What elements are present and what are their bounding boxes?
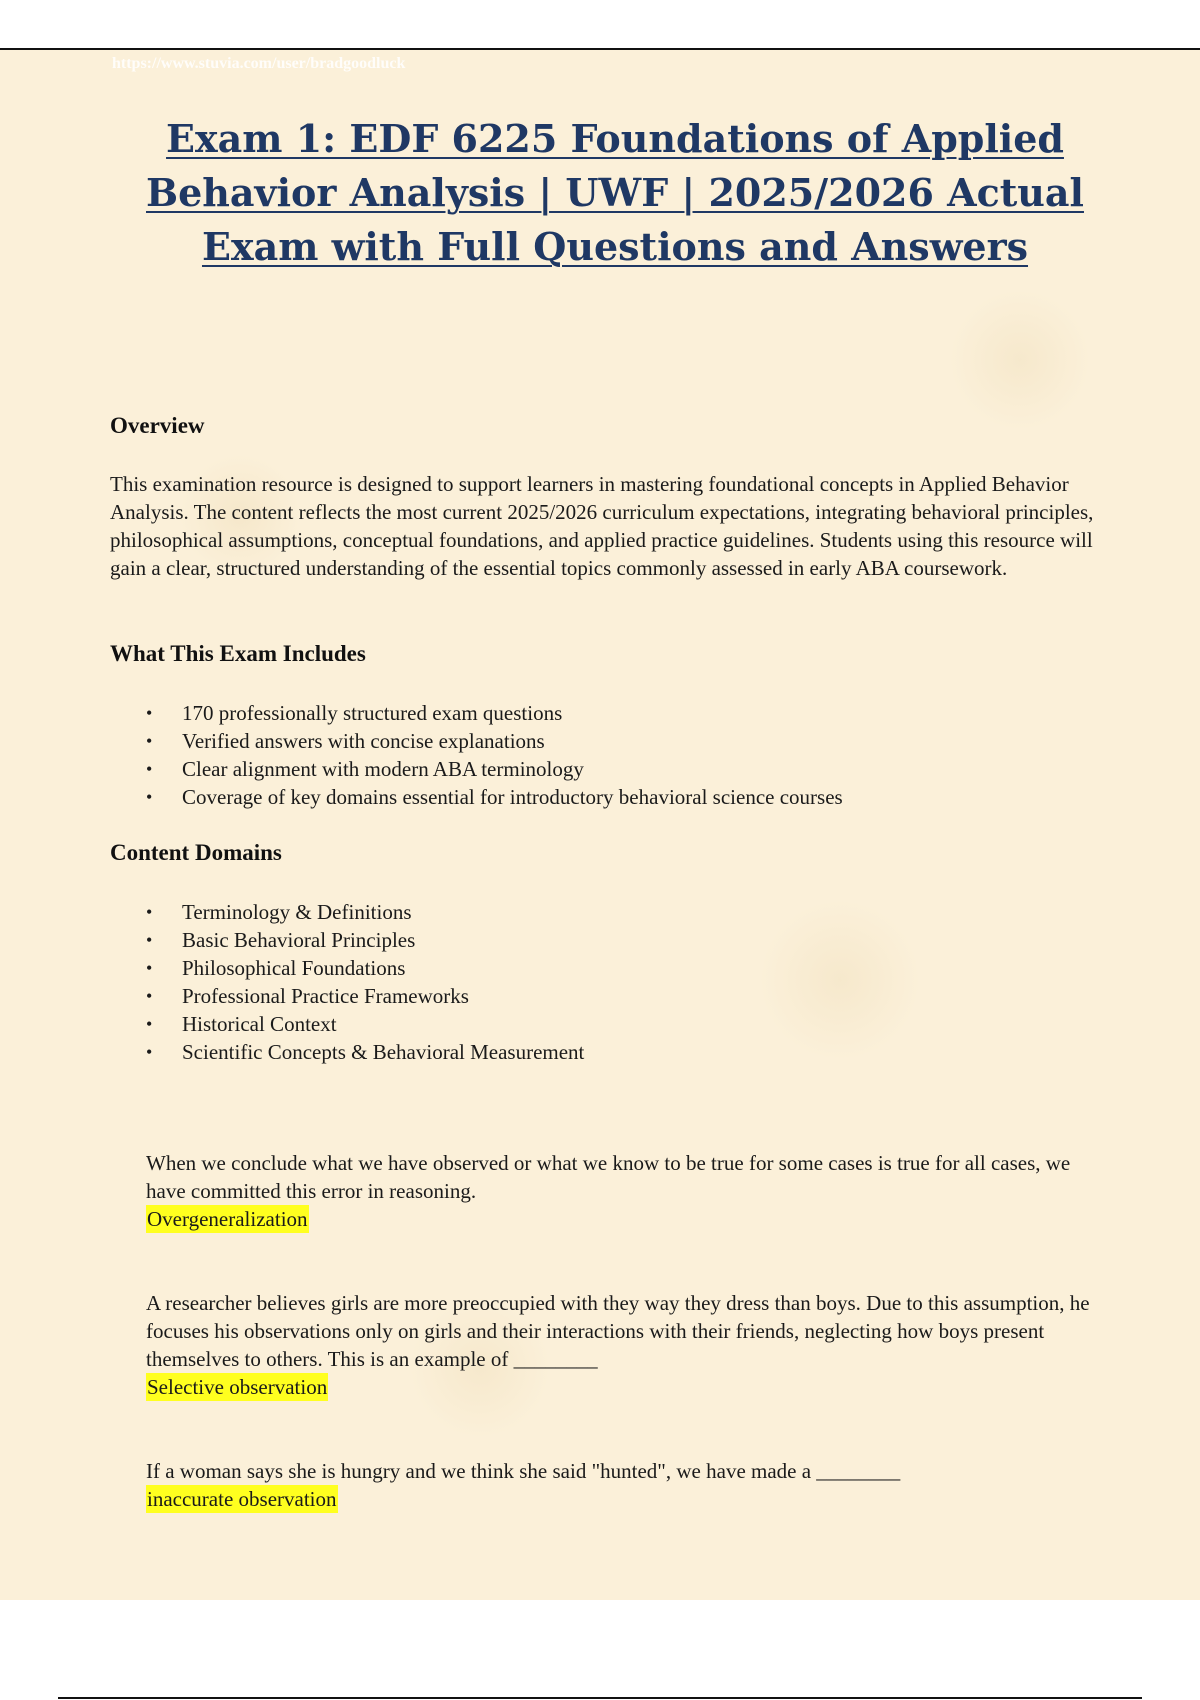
bullet-icon: •: [146, 1014, 153, 1034]
list-item: • Coverage of key domains essential for introductory behavioral science courses: [146, 785, 843, 809]
bullet-icon: •: [146, 731, 153, 751]
question-block-3: [146, 1457, 1096, 1513]
question-text: When we conclude what we have observed or what we know to be true for some cases is true for all cases, we have committed this error in reasoning.: [146, 1151, 1071, 1203]
bullet-icon: •: [146, 986, 153, 1006]
overview-heading: Overview: [110, 413, 205, 438]
list-item: • Terminology & Definitions: [146, 900, 412, 924]
watermark-url: https://www.stuvia.com/user/bradgoodluck: [112, 55, 406, 72]
bullet-icon: •: [146, 1042, 153, 1062]
domains-heading: Content Domains: [110, 840, 282, 865]
list-item: • Historical Context: [146, 1012, 337, 1036]
includes-list: [146, 699, 843, 811]
question-text: A researcher believes girls are more preoccupied with they way they dress than boys. Due to this assumption, he focuses his observations only on girls and their interactions with their friends, neglecting how boys present themselves to others. This is an example of ________: [146, 1291, 1090, 1371]
list-item: • Scientific Concepts & Behavioral Measurement: [146, 1040, 585, 1064]
list-item: • 170 professionally structured exam questions: [146, 701, 563, 725]
includes-heading: What This Exam Includes: [110, 641, 366, 666]
list-item: • Verified answers with concise explanations: [146, 729, 545, 753]
question-block-2: [146, 1289, 1096, 1401]
answer-highlight: inaccurate observation: [147, 1487, 337, 1511]
question-block-1: [146, 1149, 1096, 1233]
answer-highlight: Selective observation: [147, 1375, 328, 1399]
bullet-icon: •: [146, 930, 153, 950]
list-item: • Clear alignment with modern ABA terminology: [146, 757, 584, 781]
bullet-icon: •: [146, 902, 153, 922]
list-item: • Basic Behavioral Principles: [146, 928, 416, 952]
bullet-icon: •: [146, 958, 153, 978]
overview-paragraph: This examination resource is designed to support learners in mastering foundational concepts in Applied Behavior Analysis. The content reflects the most current 2025/2026 curriculum expectations, integrating behavioral principles, philosophical assumptions, conceptual foundations, and applied practice guidelines. Students using this resource will gain a clear, structured understanding of the essential topics commonly assessed in early ABA coursework.: [110, 472, 1094, 580]
bullet-icon: •: [146, 787, 153, 807]
domains-list: [146, 898, 584, 1066]
document-title: Exam 1: EDF 6225 Foundations of Applied Behavior Analysis | UWF | 2025/2026 Actual Exam with Full Questions and Answers: [146, 116, 1084, 269]
bullet-icon: •: [146, 703, 153, 723]
answer-highlight: Overgeneralization: [147, 1207, 308, 1231]
list-item: • Philosophical Foundations: [146, 956, 406, 980]
list-item: • Professional Practice Frameworks: [146, 984, 469, 1008]
bullet-icon: •: [146, 759, 153, 779]
question-text: If a woman says she is hungry and we think she said "hunted", we have made a ________: [146, 1459, 901, 1483]
bottom-divider: [58, 1697, 1142, 1699]
